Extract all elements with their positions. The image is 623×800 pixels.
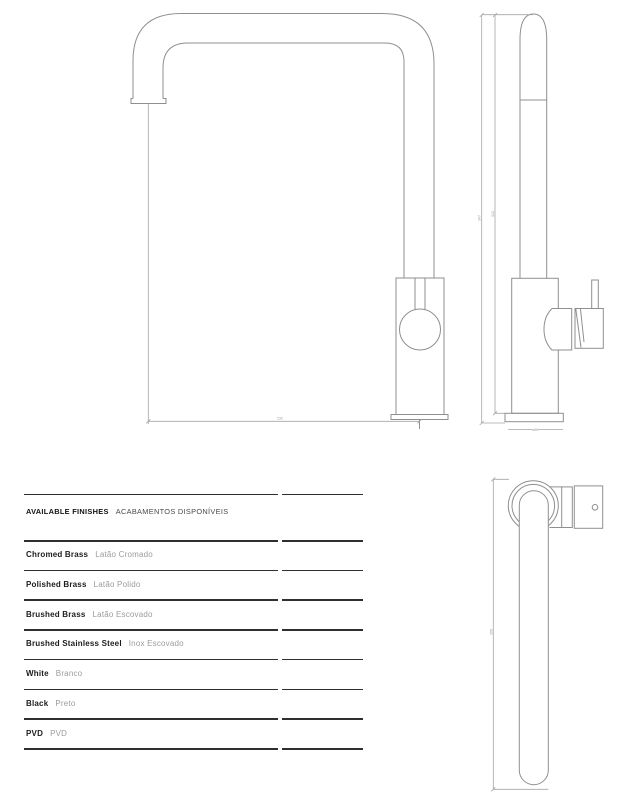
finish-row bbox=[26, 718, 67, 748]
faucet-top-view-drawing bbox=[485, 472, 615, 796]
spout-nozzle bbox=[131, 99, 166, 104]
finish-row bbox=[26, 570, 141, 600]
finish-name-pt: Preto bbox=[55, 698, 76, 708]
finish-name-en: Brushed Brass bbox=[26, 609, 86, 619]
table-rule bbox=[24, 718, 363, 720]
finish-name-en: Brushed Stainless Steel bbox=[26, 639, 122, 649]
spout-top-profile bbox=[519, 491, 548, 785]
dimension-label: 265 bbox=[489, 629, 494, 635]
handle-joint-lines bbox=[550, 487, 562, 528]
dimension-label: 312 bbox=[491, 211, 495, 217]
finish-name-pt: Inox Escovado bbox=[128, 639, 184, 649]
dimension-reach bbox=[146, 104, 421, 425]
available-finishes-table bbox=[24, 480, 364, 756]
handle-grip-top bbox=[574, 486, 602, 528]
faucet-front-view-drawing bbox=[125, 8, 455, 436]
finish-row bbox=[26, 659, 82, 689]
dimension-label: ø50 bbox=[532, 427, 539, 432]
finish-name-pt: Latão Cromado bbox=[95, 550, 153, 560]
finishes-header-en: AVAILABLE FINISHES bbox=[26, 506, 109, 516]
finish-name-en: Black bbox=[26, 698, 49, 708]
lever-cone bbox=[544, 309, 572, 351]
finish-name-en: Chromed Brass bbox=[26, 550, 89, 560]
spout-outline bbox=[133, 14, 434, 279]
faucet-side-view-drawing bbox=[474, 8, 608, 436]
finishes-header-pt: ACABAMENTOS DISPONÍVEIS bbox=[115, 506, 229, 516]
base-plate bbox=[505, 413, 563, 421]
lever-grip bbox=[575, 309, 603, 349]
cartridge-stem bbox=[415, 278, 425, 310]
finish-name-pt: PVD bbox=[50, 728, 68, 738]
finish-row bbox=[26, 540, 153, 570]
finish-name-pt: Latão Polido bbox=[93, 580, 141, 590]
dimension-label: 232 bbox=[277, 416, 283, 421]
finish-row bbox=[26, 629, 184, 659]
handle-connector bbox=[562, 487, 573, 528]
spout-inner-line bbox=[163, 43, 404, 278]
finish-name-en: White bbox=[26, 669, 49, 679]
finishes-header bbox=[26, 496, 228, 526]
dimension-label: 347 bbox=[477, 215, 482, 221]
handle-screw-hole bbox=[592, 505, 598, 511]
finish-name-pt: Branco bbox=[55, 669, 83, 679]
dimension-heights bbox=[478, 13, 534, 425]
faucet-body bbox=[396, 278, 444, 415]
dimension-base bbox=[508, 428, 563, 432]
riser-tube bbox=[520, 14, 547, 278]
base-plate bbox=[391, 415, 448, 420]
finish-name-en: Polished Brass bbox=[26, 580, 87, 590]
lever-stub bbox=[592, 280, 599, 309]
finish-row bbox=[26, 599, 153, 629]
finish-name-pt: Latão Escovado bbox=[92, 609, 153, 619]
finish-row bbox=[26, 689, 75, 719]
finish-name-en: PVD bbox=[26, 728, 44, 738]
table-rule bbox=[24, 748, 363, 750]
handle-knob bbox=[400, 309, 441, 350]
